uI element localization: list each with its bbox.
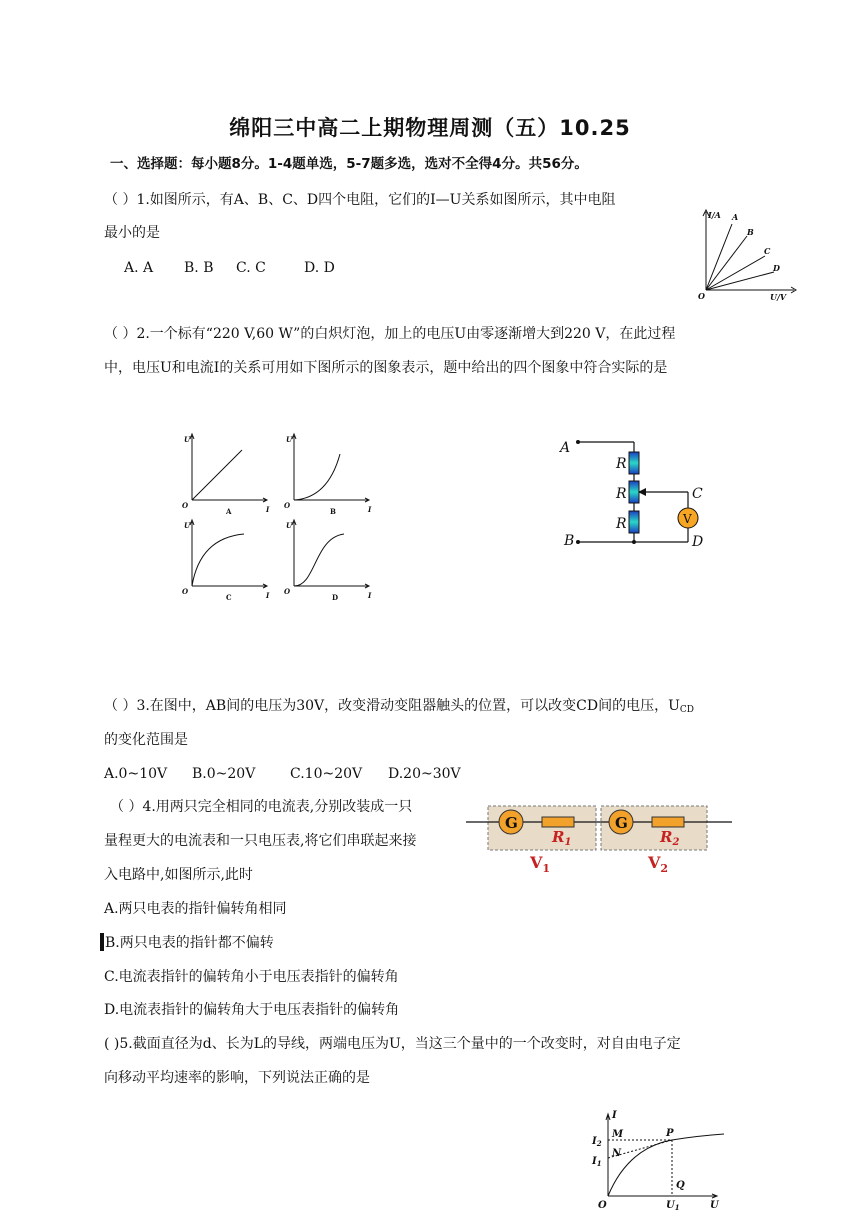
q3-option-c: C.10~20V	[290, 766, 363, 782]
q1-stem-line1: （ ）1.如图所示，有A、B、C、D四个电阻，它们的I—U关系如图所示，其中电阻	[104, 192, 616, 208]
q1-line-c-label: C	[764, 246, 771, 256]
graph-b-label: B	[330, 507, 336, 516]
q5-iu-figure	[586, 1108, 734, 1214]
q3-circuit-figure	[556, 432, 716, 552]
r3-label: R	[616, 516, 627, 532]
q2-stem-line2: 中，电压U和电流I的关系可用如下图所示的图象表示，题中给出的四个图象中符合实际的是	[104, 360, 668, 376]
g1-label: G	[505, 814, 518, 832]
q4-meters-figure	[466, 800, 732, 880]
v2-label: $V_2$	[648, 853, 669, 875]
page-title: 绵阳三中高二上期物理周测（五）10.25	[229, 116, 631, 140]
point-p-label: P	[666, 1128, 674, 1139]
q1-xlabel: U/V	[770, 292, 787, 302]
q3-subscript: CD	[679, 705, 694, 715]
graph-d-ylabel: U	[286, 521, 293, 530]
graph-b-origin: O	[284, 501, 291, 510]
graph-d-curve	[294, 534, 344, 586]
q5-ylabel: I	[612, 1110, 617, 1121]
q3-option-b: B.0~20V	[192, 766, 256, 782]
q4-stem-line1: （ ）4.用两只完全相同的电流表,分别改装成一只	[110, 799, 413, 815]
q1-ylabel: I/A	[708, 210, 721, 220]
q1-options	[124, 258, 335, 278]
q4-stem-line2: 量程更大的电流表和一只电压表,将它们串联起来接	[104, 833, 417, 849]
i1-label: $I_1$	[592, 1156, 602, 1168]
r2-label: $R_2$	[660, 828, 680, 848]
point-q-label: Q	[676, 1180, 685, 1191]
graph-a-ylabel: U	[184, 435, 191, 444]
graph-b-curve	[294, 454, 340, 500]
r1-label: $R_1$	[552, 828, 572, 848]
graph-b-ylabel: U	[286, 435, 293, 444]
q2-stem-line1: （ ）2.一个标有“220 V,60 W”的白炽灯泡，加上的电压U由零逐渐增大到220 V，在此过程	[104, 326, 676, 342]
q2-graphs-figure	[178, 428, 378, 608]
resistor-2	[629, 481, 639, 503]
q4-stem-line3: 入电路中,如图所示,此时	[104, 867, 253, 883]
graph-c-label: C	[226, 593, 232, 602]
q5-stem-line1: ( )5.截面直径为d、长为L的导线，两端电压为U，当这三个量中的一个改变时，对自由电子定	[104, 1036, 681, 1052]
i2-label: $I_2$	[592, 1136, 602, 1148]
graph-a-origin: O	[182, 501, 189, 510]
point-n-label: N	[612, 1148, 622, 1159]
resistor-1	[629, 452, 639, 474]
resistor-r2	[652, 817, 684, 827]
q4-option-c: C.电流表指针的偏转角小于电压表指针的偏转角	[104, 969, 399, 985]
iu-curve	[608, 1134, 724, 1196]
resistor-r1	[542, 817, 574, 827]
q1-option-d: D. D	[304, 260, 335, 276]
graph-a-label: A	[226, 507, 232, 516]
q4-option-d: D.电流表指针的偏转角大于电压表指针的偏转角	[104, 1002, 400, 1018]
q3-option-a: A.0~10V	[104, 766, 168, 782]
q5-xlabel: U	[710, 1200, 719, 1211]
u1-label: $U_1$	[666, 1200, 680, 1212]
q3-options	[104, 764, 461, 784]
q1-option-c: C. C	[236, 260, 266, 276]
v1-label: $V_1$	[530, 853, 551, 875]
q1-stem-line2: 最小的是	[104, 225, 160, 241]
q1-iu-figure	[694, 206, 804, 304]
q1-line-a-label: A	[732, 212, 739, 222]
q1-origin: O	[698, 291, 705, 301]
selection-marker	[100, 933, 104, 951]
terminal-a-label: A	[560, 440, 571, 456]
graph-d-origin: O	[284, 587, 291, 596]
q1-option-b: B. B	[184, 260, 214, 276]
graph-a-curve	[192, 450, 242, 500]
graph-c-origin: O	[182, 587, 189, 596]
q3-stem-line1	[104, 696, 694, 720]
q3-stem-text: （ ）3.在图中，AB间的电压为30V，改变滑动变阻器触头的位置，可以改变CD间的电压，U	[104, 698, 680, 714]
r1-label: R	[616, 456, 627, 472]
terminal-c-label: C	[692, 486, 703, 502]
q1-option-a: A. A	[124, 260, 154, 276]
section-heading: 一、选择题：每小题8分。1-4题单选，5-7题多选，选对不全得4分。共56分。	[110, 156, 588, 172]
q4-option-b: B.两只电表的指针都不偏转	[105, 935, 274, 951]
q1-line-d-label: D	[773, 263, 780, 273]
point-m-label: M	[612, 1129, 624, 1140]
g2-label: G	[615, 814, 628, 832]
q5-origin: O	[598, 1200, 607, 1211]
q1-line-b-label: B	[747, 227, 754, 237]
graph-b-xlabel: I	[368, 505, 372, 514]
graph-c-ylabel: U	[184, 521, 191, 530]
q4-option-b-row	[100, 933, 274, 953]
q3-option-d: D.20~30V	[388, 766, 461, 782]
graph-a-xlabel: I	[266, 505, 270, 514]
terminal-d-label: D	[692, 534, 704, 550]
graph-d-label: D	[332, 593, 339, 602]
q4-option-a: A.两只电表的指针偏转角相同	[104, 901, 287, 917]
q5-stem-line2: 向移动平均速率的影响，下列说法正确的是	[104, 1070, 370, 1086]
graph-c-xlabel: I	[266, 591, 270, 600]
voltmeter-label: V	[683, 512, 692, 526]
resistor-3	[629, 511, 639, 533]
r2-label: R	[616, 486, 627, 502]
graph-c-curve	[192, 534, 244, 586]
terminal-b-label: B	[564, 533, 575, 549]
q3-stem-line2: 的变化范围是	[104, 732, 188, 748]
graph-d-xlabel: I	[368, 591, 372, 600]
